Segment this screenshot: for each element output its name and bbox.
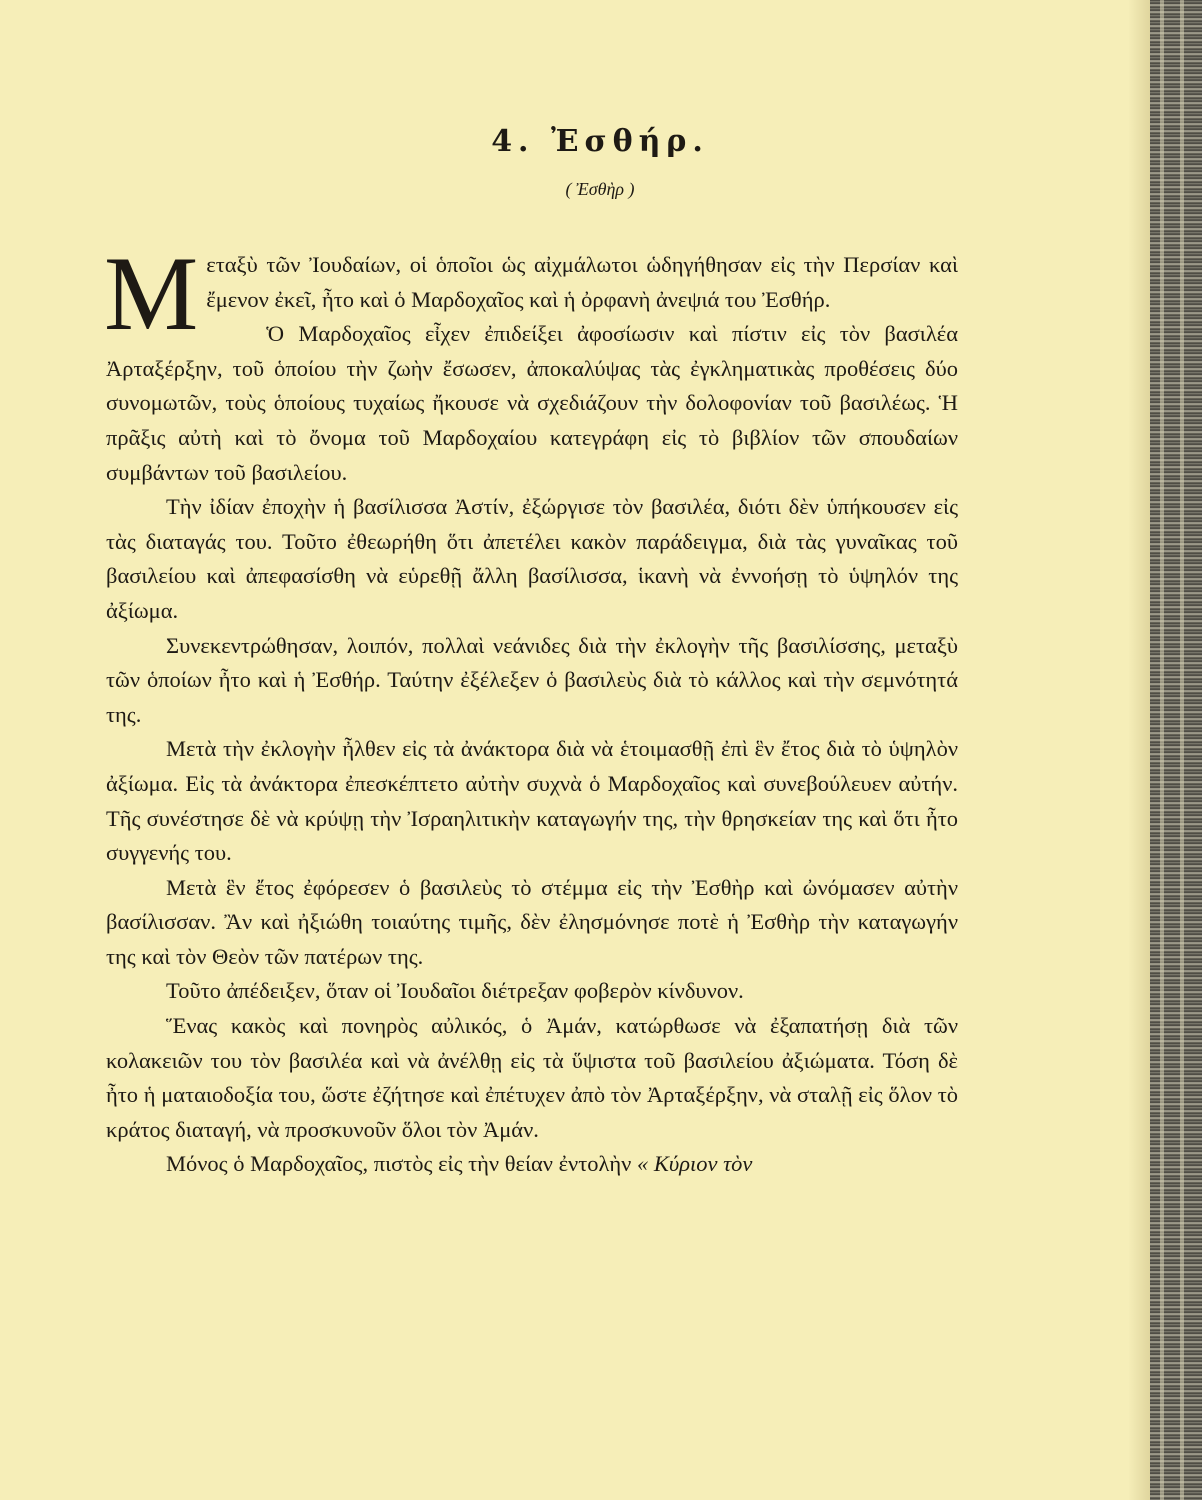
paragraph-1 <box>104 235 958 352</box>
paragraph-8: Ἕνας κακὸς καὶ πονηρὸς αὐλικός, ὁ Ἀμάν, κατώρθωσε νὰ ἐξαπατήσῃ διὰ τῶν κολακειῶν του τὸν βασιλέα καὶ νὰ ἀνέλθῃ εἰς τὰ ὕψιστα τοῦ βασιλείου ἀξιώματα. Τόση δὲ ἦτο ἡ ματαιοδοξία του, ὥστε ἐζήτησε καὶ ἐπέτυχεν ἀπὸ τὸν Ἀρταξέρξην, νὰ σταλῇ εἰς ὅλον τὸ κράτος διαταγή, νὰ προσκυνοῦν ὅλοι τὸν Ἀμάν. <box>106 1013 958 1142</box>
chapter-header <box>0 124 1200 200</box>
chapter-title: 4. Ἐσθήρ. <box>491 124 709 159</box>
paragraph-9-text: Μόνος ὁ Μαρδοχαῖος, πιστὸς εἰς τὴν θείαν ἐντολὴν <box>166 1151 632 1177</box>
body-text <box>104 235 958 1182</box>
paragraph-9-quote: « Κύριον τὸν <box>636 1151 753 1177</box>
paragraph-5: Μετὰ τὴν ἐκλογὴν ἦλθεν εἰς τὰ ἀνάκτορα διὰ νὰ ἑτοιμασθῇ ἐπὶ ἓν ἔτος διὰ τὸ ὑψηλὸν ἀξίωμα. Εἰς τὰ ἀνάκτορα ἐπεσκέπτετο αὐτὴν συχνὰ ὁ Μαρδοχαῖος καὶ συνεβούλευεν αὐτήν. Τῆς συνέστησε δὲ νὰ κρύψῃ τὴν Ἰσραηλιτικὴν καταγωγήν της, τὴν θρησκείαν της καὶ ὅτι ἦτο συγγενής του. <box>106 736 958 866</box>
paragraph-3: Τὴν ἰδίαν ἐποχὴν ἡ βασίλισσα Ἀστίν, ἐξώργισε τὸν βασιλέα, διότι δὲν ὑπήκουσεν εἰς τὰς διαταγάς του. Τοῦτο ἐθεωρήθη ὅτι ἀπετέλει κακὸν παράδειγμα, διὰ τὰς γυναῖκας τοῦ βασιλείου καὶ ἀπεφασίσθη νὰ εὑρεθῇ ἄλλη βασίλισσα, ἱκανὴ νὰ ἐννοήσῃ τὸ ὑψηλόν της ἀξίωμα. <box>106 494 958 623</box>
chapter-subtitle: ( Ἐσθὴρ ) <box>565 179 635 199</box>
paragraph-1-text: εταξὺ τῶν Ἰουδαίων, οἱ ὁποῖοι ὡς αἰχμάλωτοι ὡδηγήθησαν εἰς τὴν Περσίαν καὶ ἔμενον ἐκεῖ, ἦτο καὶ ὁ Μαρδοχαῖος καὶ ἡ ὀρφανὴ ἀνεψιά του Ἐσθήρ. <box>206 252 958 312</box>
book-binding <box>1150 0 1202 1500</box>
paragraph-9 <box>106 1147 958 1182</box>
paragraph-2: Ὁ Μαρδοχαῖος εἶχεν ἐπιδείξει ἀφοσίωσιν καὶ πίστιν εἰς τὸν βασιλέα Ἀρταξέρξην, τοῦ ὁποίου τὴν ζωὴν ἔσωσεν, ἀποκαλύψας τὰς ἐγκληματικὰς προθέσεις δύο συνομωτῶν, τοὺς ὁποίους τυχαίως ἤκουσε νὰ σχεδιάζουν τὴν δολοφονίαν τοῦ βασιλέως. Ἡ πρᾶξις αὐτὴ καὶ τὸ ὄνομα τοῦ Μαρδοχαίου κατεγράφη εἰς τὸ βιβλίον τῶν σπουδαίων συμβάντων τοῦ βασιλείου. <box>106 321 958 485</box>
page-edge-shadow <box>1128 0 1150 1500</box>
drop-cap: Μ <box>104 235 199 352</box>
binding-stripe <box>1160 0 1164 1500</box>
paragraph-7: Τοῦτο ἀπέδειξεν, ὅταν οἱ Ἰουδαῖοι διέτρεξαν φοβερὸν κίνδυνον. <box>166 978 744 1004</box>
binding-stripe <box>1180 0 1184 1500</box>
paragraph-4: Συνεκεντρώθησαν, λοιπόν, πολλαὶ νεάνιδες διὰ τὴν ἐκλογὴν τῆς βασιλίσσης, μεταξὺ τῶν ὁποίων ἦτο καὶ ἡ Ἐσθήρ. Ταύτην ἐξέλεξεν ὁ βασιλεὺς διὰ τὸ κάλλος καὶ τὴν σεμνότητά της. <box>106 632 958 727</box>
paragraph-6: Μετὰ ἓν ἔτος ἐφόρεσεν ὁ βασιλεὺς τὸ στέμμα εἰς τὴν Ἐσθὴρ καὶ ὠνόμασεν αὐτὴν βασίλισσαν. Ἂν καὶ ἠξιώθη τοιαύτης τιμῆς, δὲν ἐλησμόνησε ποτὲ ἡ Ἐσθὴρ τὴν καταγωγήν της καὶ τὸν Θεὸν τῶν πατέρων της. <box>106 874 958 969</box>
